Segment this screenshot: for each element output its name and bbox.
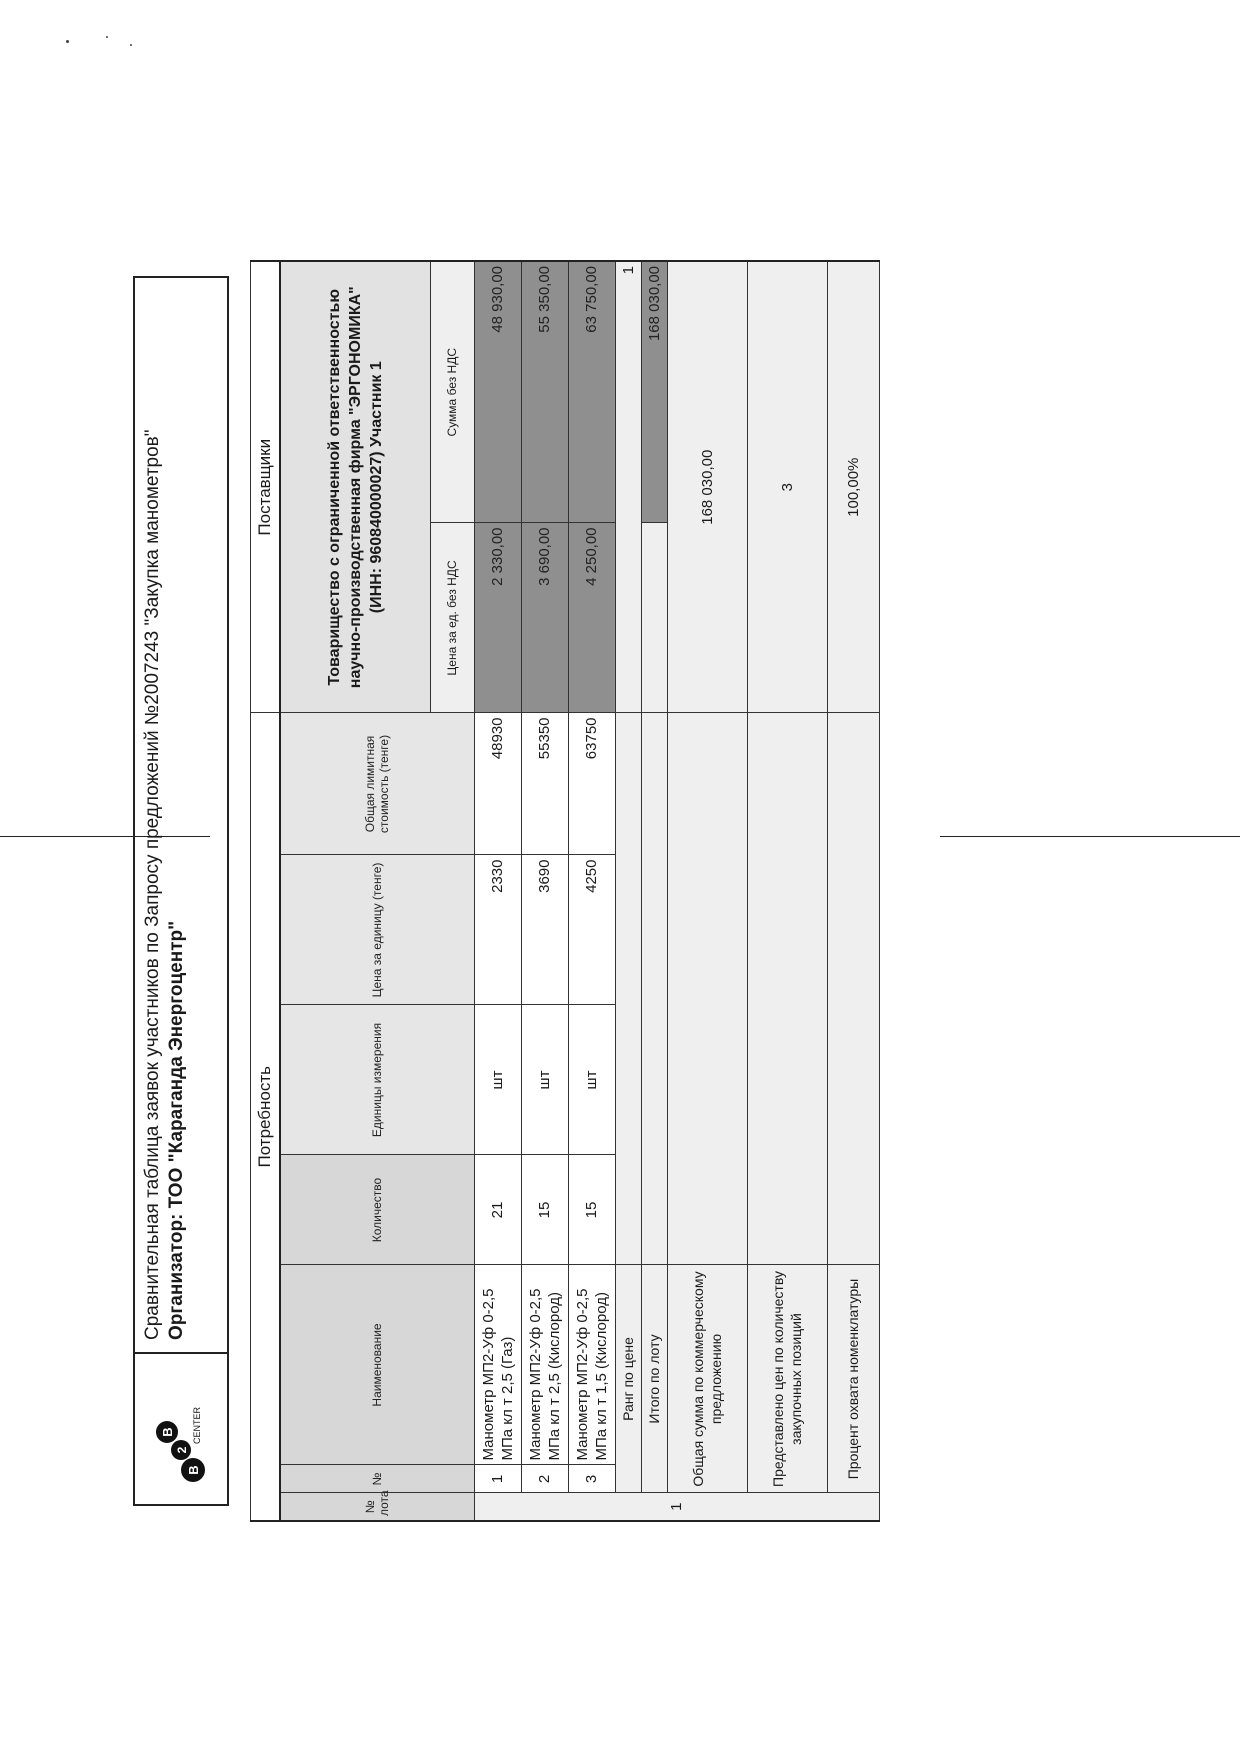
col-no: № <box>280 1465 474 1493</box>
positions-label: Представлено цен по количеству закупочных позиций <box>747 1265 827 1493</box>
document-title: Сравнительная таблица заявок участников по Запросу предложений №2007243 "Закупка манометров" <box>142 429 163 1340</box>
col-name: Наименование <box>280 1265 474 1465</box>
supplier-unit-price: 3 690,00 <box>521 523 568 713</box>
item-no: 3 <box>568 1465 615 1493</box>
scan-speck <box>130 44 132 46</box>
rank-row <box>615 261 641 1521</box>
scan-speck <box>66 40 69 43</box>
supplier-unit-price: 4 250,00 <box>568 523 615 713</box>
item-unit: шт <box>568 1005 615 1155</box>
organizer-line: Организатор: ТОО "Караганда Энергоцентр" <box>166 920 187 1340</box>
scan-speck <box>106 36 108 38</box>
title-block <box>135 278 227 1352</box>
section-row <box>251 261 281 1521</box>
item-unit-price: 4250 <box>568 855 615 1005</box>
comparison-table <box>250 260 880 1522</box>
rank-value: 1 <box>615 261 641 713</box>
svg-text:B: B <box>186 1465 201 1475</box>
col-lot-no: № лота <box>280 1493 474 1521</box>
item-unit-price: 3690 <box>521 855 568 1005</box>
item-total-limit: 63750 <box>568 713 615 855</box>
section-need: Потребность <box>251 713 281 1521</box>
svg-text:B: B <box>160 1427 175 1437</box>
item-name: Манометр МП2-Уф 0-2,5 МПа кл т 2,5 (Кислород) <box>521 1265 568 1465</box>
b2b-center-logo <box>135 1352 227 1504</box>
col-supplier-sum: Сумма без НДС <box>430 261 474 523</box>
col-unit-price: Цена за единицу (тенге) <box>280 855 474 1005</box>
table-row <box>474 261 521 1521</box>
item-name: Манометр МП2-Уф 0-2,5 МПа кл т 1,5 (Кислород) <box>568 1265 615 1465</box>
commercial-total-row <box>667 261 747 1521</box>
positions-row <box>747 261 827 1521</box>
item-no: 1 <box>474 1465 521 1493</box>
section-suppliers: Поставщики <box>251 261 281 713</box>
item-name: Манометр МП2-Уф 0-2,5 МПа кл т 2,5 (Газ) <box>474 1265 521 1465</box>
lot-total-value: 168 030,00 <box>641 261 667 523</box>
svg-text:2: 2 <box>175 1446 189 1454</box>
supplier-name: Товарищество с ограниченной ответственностью научно-производственная фирма "ЭРГОНОМИКА" (ИНН: 960840000027) Участник 1 <box>280 261 430 713</box>
col-supplier-unit-price: Цена за ед. без НДС <box>430 523 474 713</box>
item-unit: шт <box>474 1005 521 1155</box>
coverage-label: Процент охвата номенклатуры <box>827 1265 879 1493</box>
item-unit-price: 2330 <box>474 855 521 1005</box>
coverage-value: 100,00% <box>827 261 879 713</box>
col-quantity: Количество <box>280 1155 474 1265</box>
header-row <box>280 261 430 1521</box>
supplier-unit-price: 2 330,00 <box>474 523 521 713</box>
supplier-sum: 63 750,00 <box>568 261 615 523</box>
commercial-total-label: Общая сумма по коммерческому предложению <box>667 1265 747 1493</box>
positions-value: 3 <box>747 261 827 713</box>
lot-total-row <box>641 261 667 1521</box>
coverage-row <box>827 261 879 1521</box>
supplier-sum: 48 930,00 <box>474 261 521 523</box>
empty-cell <box>827 713 879 1265</box>
supplier-sum: 55 350,00 <box>521 261 568 523</box>
empty-cell <box>615 713 641 1265</box>
col-unit: Единицы измерения <box>280 1005 474 1155</box>
rotated-page <box>133 256 1240 1536</box>
empty-cell <box>641 523 667 713</box>
commercial-total-value: 168 030,00 <box>667 261 747 713</box>
item-no: 2 <box>521 1465 568 1493</box>
empty-cell <box>667 713 747 1265</box>
table-row <box>521 261 568 1521</box>
item-total-limit: 48930 <box>474 713 521 855</box>
lot-total-label: Итого по лоту <box>641 1265 667 1493</box>
lot-number: 1 <box>474 1493 879 1521</box>
item-total-limit: 55350 <box>521 713 568 855</box>
b2b-logo-icon <box>153 1374 209 1484</box>
table-row <box>568 261 615 1521</box>
col-total-limit: Общая лимитная стоимость (тенге) <box>280 713 474 855</box>
logo-label: CENTER <box>192 1406 202 1444</box>
item-quantity: 21 <box>474 1155 521 1265</box>
document-header <box>133 276 229 1506</box>
item-unit: шт <box>521 1005 568 1155</box>
item-quantity: 15 <box>521 1155 568 1265</box>
empty-cell <box>747 713 827 1265</box>
item-quantity: 15 <box>568 1155 615 1265</box>
empty-cell <box>641 713 667 1265</box>
rank-label: Ранг по цене <box>615 1265 641 1493</box>
